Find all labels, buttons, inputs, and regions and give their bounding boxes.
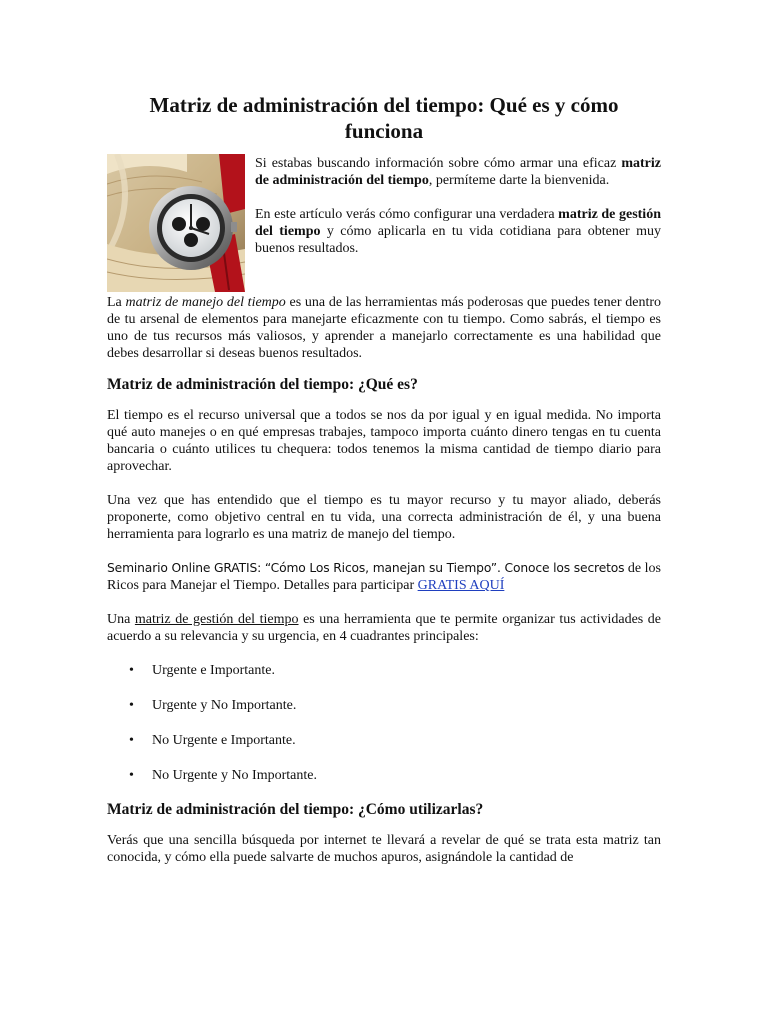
- paragraph-busqueda-internet: Verás que una sencilla búsqueda por internet te llevará a revelar de qué se trata esta matriz tan conocida, y cómo ella puede salvarte de muchos apuros, asignándole la cantidad de: [107, 833, 661, 865]
- italic-phrase: matriz de manejo del tiempo: [125, 295, 286, 310]
- gratis-aqui-link[interactable]: GRATIS AQUÍ: [417, 578, 505, 593]
- paragraph-mayor-recurso: Una vez que has entendido que el tiempo es tu mayor recurso y tu mayor aliado, deberás proponerte, como objetivo central en tu vida, una correcta administración de él, y una buena herramienta para lograrlo es una matriz de manejo del tiempo.: [107, 493, 661, 542]
- paragraph-tiempo-recurso: El tiempo es el recurso universal que a todos se nos da por igual y en igual medida. No importa qué auto manejes o en qué empresas trabajes, tampoco importa cuánto dinero tengas en tu cuenta bancaria o cuánto utilices tu chequera: todos tenemos la misma cantidad de tiempo diario para aprovechar.: [107, 408, 661, 474]
- document-page: [107, 92, 661, 866]
- intro-paragraph-1: Si estabas buscando información sobre cómo armar una eficaz matriz de administración del tiempo, permíteme darte la bienvenida.: [255, 156, 661, 188]
- intro-paragraph-2: En este artículo verás cómo configurar una verdadera matriz de gestión del tiempo y cómo aplicarla en tu vida cotidiana para obtener muy buenos resultados.: [255, 207, 661, 256]
- list-item: • No Urgente e Importante.: [129, 733, 296, 748]
- intro-block: [107, 154, 661, 292]
- underlined-phrase: matriz de gestión del tiempo: [134, 612, 299, 627]
- bullet-icon: •: [129, 768, 134, 783]
- section-heading-como-utilizarlas: Matriz de administración del tiempo: ¿Cómo utilizarlas?: [107, 801, 484, 818]
- list-item: • Urgente e Importante.: [129, 663, 275, 678]
- quadrant-list: [107, 662, 661, 784]
- bold-phrase: matriz de administración del tiempo: [255, 156, 661, 188]
- list-item: • No Urgente y No Importante.: [129, 768, 317, 783]
- bold-phrase: matriz de gestión del tiempo: [255, 207, 661, 239]
- section-heading-que-es: Matriz de administración del tiempo: ¿Qué es?: [107, 376, 418, 393]
- list-item: • Urgente y No Importante.: [129, 698, 297, 713]
- bullet-icon: •: [129, 698, 134, 713]
- page-title: Matriz de administración del tiempo: Qué es y cómo funciona: [149, 93, 619, 143]
- seminar-promo: Seminario Online GRATIS: “Cómo Los Ricos, manejan su Tiempo”. Conoce los secretos de los Ricos para Manejar el Tiempo. Detalles para participar GRATIS AQUÍ: [107, 561, 661, 593]
- bullet-icon: •: [129, 663, 134, 678]
- watch-on-book-image: [107, 154, 245, 292]
- bullet-icon: •: [129, 733, 134, 748]
- intro-text: [255, 154, 661, 257]
- paragraph-la-matriz: La matriz de manejo del tiempo es una de las herramientas más poderosas que puedes tener dentro de tu arsenal de elementos para manejarte eficazmente con tu tiempo. Como sabrás, el tiempo es uno de tus recursos más valiosos, y aprender a manejarlo correctamente es una habilidad que debes desarrollar si deseas buenos resultados.: [107, 295, 661, 361]
- paragraph-matriz-gestion: Una matriz de gestión del tiempo es una herramienta que te permite organizar tus actividades de acuerdo a su relevancia y su urgencia, en 4 cuadrantes principales:: [107, 612, 661, 644]
- watch-book-illustration: [107, 154, 245, 292]
